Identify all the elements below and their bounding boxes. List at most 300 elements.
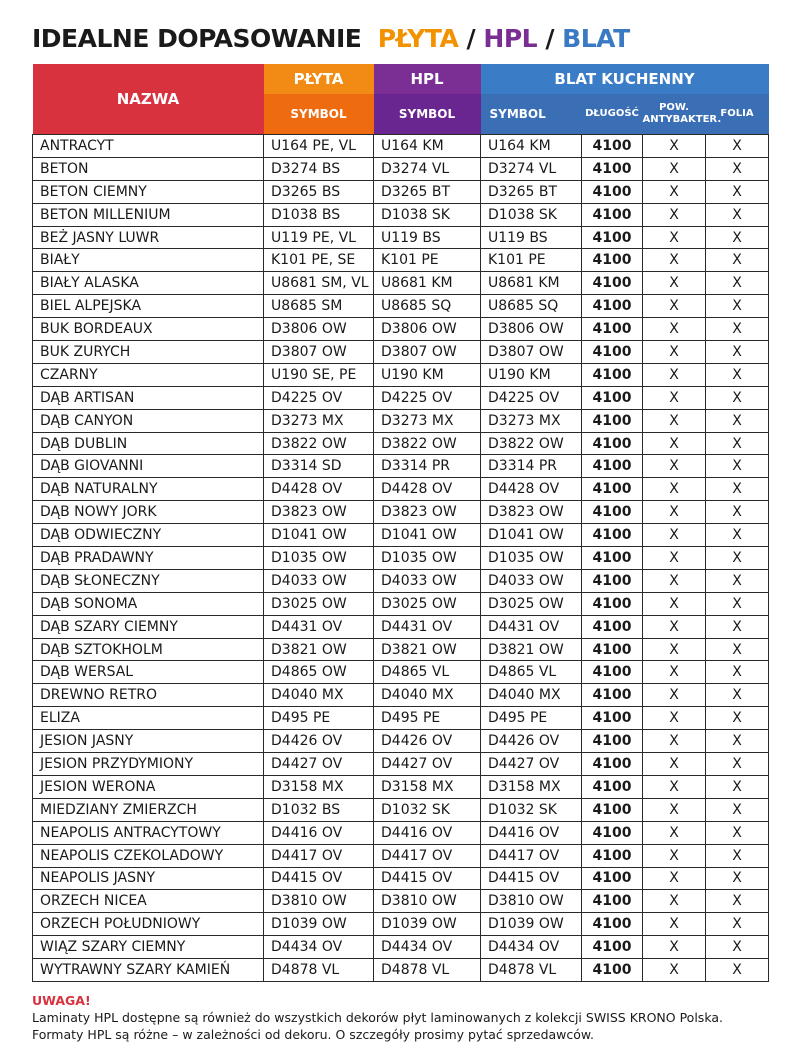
cell-hpl-symbol: D3821 OW [374, 638, 481, 661]
cell-blat-symbol: D3823 OW [481, 501, 582, 524]
cell-hpl-symbol: D4434 OV [374, 936, 481, 959]
table-row [33, 638, 769, 661]
cell-dlugosc: 4100 [582, 844, 643, 867]
table-row [33, 936, 769, 959]
header-plyta-symbol: SYMBOL [264, 94, 374, 135]
cell-hpl-symbol: D3314 PR [374, 455, 481, 478]
cell-pow-antybakter: X [643, 913, 706, 936]
cell-nazwa: DĄB PRADAWNY [33, 547, 264, 570]
cell-plyta-symbol: D3806 OW [264, 318, 374, 341]
header-dlugosc: DŁUGOŚĆ [582, 94, 643, 135]
cell-folia: X [706, 615, 769, 638]
cell-nazwa: DREWNO RETRO [33, 684, 264, 707]
cell-folia: X [706, 547, 769, 570]
title-plyta: PŁYTA [377, 24, 459, 53]
cell-dlugosc: 4100 [582, 524, 643, 547]
cell-dlugosc: 4100 [582, 569, 643, 592]
cell-folia: X [706, 798, 769, 821]
cell-dlugosc: 4100 [582, 936, 643, 959]
header-blat-symbol: SYMBOL [481, 94, 582, 135]
cell-blat-symbol: D4865 VL [481, 661, 582, 684]
cell-dlugosc: 4100 [582, 432, 643, 455]
cell-plyta-symbol: U119 PE, VL [264, 226, 374, 249]
cell-plyta-symbol: D3273 MX [264, 409, 374, 432]
table-row [33, 135, 769, 158]
cell-folia: X [706, 684, 769, 707]
header-nazwa: NAZWA [33, 64, 264, 135]
header-blat: BLAT KUCHENNY [481, 64, 769, 94]
cell-pow-antybakter: X [643, 936, 706, 959]
cell-blat-symbol: D3806 OW [481, 318, 582, 341]
cell-dlugosc: 4100 [582, 386, 643, 409]
cell-folia: X [706, 661, 769, 684]
cell-plyta-symbol: D1039 OW [264, 913, 374, 936]
cell-folia: X [706, 409, 769, 432]
cell-nazwa: DĄB SZTOKHOLM [33, 638, 264, 661]
cell-folia: X [706, 821, 769, 844]
cell-plyta-symbol: K101 PE, SE [264, 249, 374, 272]
cell-hpl-symbol: D4417 OV [374, 844, 481, 867]
cell-dlugosc: 4100 [582, 615, 643, 638]
cell-pow-antybakter: X [643, 157, 706, 180]
table-row [33, 386, 769, 409]
cell-pow-antybakter: X [643, 363, 706, 386]
cell-pow-antybakter: X [643, 203, 706, 226]
cell-pow-antybakter: X [643, 661, 706, 684]
table-row [33, 455, 769, 478]
cell-dlugosc: 4100 [582, 775, 643, 798]
cell-hpl-symbol: D3823 OW [374, 501, 481, 524]
cell-nazwa: NEAPOLIS CZEKOLADOWY [33, 844, 264, 867]
cell-blat-symbol: D1038 SK [481, 203, 582, 226]
cell-blat-symbol: D3822 OW [481, 432, 582, 455]
cell-folia: X [706, 867, 769, 890]
cell-plyta-symbol: D4225 OV [264, 386, 374, 409]
header-hpl-symbol: SYMBOL [374, 94, 481, 135]
note-warning: UWAGA! [32, 993, 91, 1008]
cell-nazwa: BETON CIEMNY [33, 180, 264, 203]
cell-nazwa: DĄB SZARY CIEMNY [33, 615, 264, 638]
cell-dlugosc: 4100 [582, 730, 643, 753]
cell-blat-symbol: D1032 SK [481, 798, 582, 821]
cell-folia: X [706, 592, 769, 615]
note-line: Formaty HPL są różne – w zależności od dekoru. O szczegóły prosimy pytać sprzedawców. [32, 1027, 594, 1042]
cell-plyta-symbol: D4417 OV [264, 844, 374, 867]
cell-hpl-symbol: D3265 BT [374, 180, 481, 203]
table-body [33, 135, 769, 982]
cell-nazwa: JESION WERONA [33, 775, 264, 798]
cell-pow-antybakter: X [643, 707, 706, 730]
cell-hpl-symbol: D3807 OW [374, 341, 481, 364]
cell-dlugosc: 4100 [582, 409, 643, 432]
cell-plyta-symbol: D4427 OV [264, 753, 374, 776]
cell-folia: X [706, 226, 769, 249]
cell-pow-antybakter: X [643, 592, 706, 615]
table-row [33, 432, 769, 455]
cell-hpl-symbol: D1041 OW [374, 524, 481, 547]
cell-plyta-symbol: U190 SE, PE [264, 363, 374, 386]
title-prefix: IDEALNE DOPASOWANIE [32, 24, 362, 53]
cell-folia: X [706, 295, 769, 318]
cell-nazwa: DĄB NATURALNY [33, 478, 264, 501]
title-separator: / [545, 24, 554, 53]
table-row [33, 524, 769, 547]
cell-hpl-symbol: D4033 OW [374, 569, 481, 592]
cell-hpl-symbol: U8685 SQ [374, 295, 481, 318]
cell-folia: X [706, 775, 769, 798]
cell-pow-antybakter: X [643, 501, 706, 524]
cell-pow-antybakter: X [643, 867, 706, 890]
cell-dlugosc: 4100 [582, 753, 643, 776]
cell-hpl-symbol: D3273 MX [374, 409, 481, 432]
table-row [33, 409, 769, 432]
cell-plyta-symbol: D4878 VL [264, 959, 374, 982]
cell-nazwa: ORZECH POŁUDNIOWY [33, 913, 264, 936]
table-row [33, 363, 769, 386]
cell-plyta-symbol: D3025 OW [264, 592, 374, 615]
cell-folia: X [706, 386, 769, 409]
cell-dlugosc: 4100 [582, 867, 643, 890]
cell-dlugosc: 4100 [582, 341, 643, 364]
cell-plyta-symbol: D3807 OW [264, 341, 374, 364]
cell-hpl-symbol: D1035 OW [374, 547, 481, 570]
header-pow: POW. [659, 102, 689, 113]
cell-pow-antybakter: X [643, 180, 706, 203]
cell-pow-antybakter: X [643, 547, 706, 570]
cell-plyta-symbol: D3810 OW [264, 890, 374, 913]
cell-blat-symbol: D3821 OW [481, 638, 582, 661]
cell-plyta-symbol: D4033 OW [264, 569, 374, 592]
cell-dlugosc: 4100 [582, 638, 643, 661]
cell-blat-symbol: D4415 OV [481, 867, 582, 890]
cell-nazwa: ELIZA [33, 707, 264, 730]
cell-pow-antybakter: X [643, 569, 706, 592]
cell-nazwa: BUK BORDEAUX [33, 318, 264, 341]
header-hpl: HPL [374, 64, 481, 94]
cell-pow-antybakter: X [643, 478, 706, 501]
title-blat: BLAT [562, 24, 630, 53]
cell-pow-antybakter: X [643, 821, 706, 844]
cell-nazwa: JESION JASNY [33, 730, 264, 753]
cell-folia: X [706, 180, 769, 203]
cell-dlugosc: 4100 [582, 959, 643, 982]
cell-plyta-symbol: D4431 OV [264, 615, 374, 638]
cell-folia: X [706, 203, 769, 226]
cell-dlugosc: 4100 [582, 890, 643, 913]
table-row [33, 890, 769, 913]
table-row [33, 913, 769, 936]
cell-folia: X [706, 157, 769, 180]
cell-hpl-symbol: D3810 OW [374, 890, 481, 913]
cell-nazwa: BIAŁY [33, 249, 264, 272]
cell-dlugosc: 4100 [582, 547, 643, 570]
cell-plyta-symbol: D3314 SD [264, 455, 374, 478]
cell-blat-symbol: D4033 OW [481, 569, 582, 592]
cell-pow-antybakter: X [643, 135, 706, 158]
cell-plyta-symbol: D4040 MX [264, 684, 374, 707]
cell-dlugosc: 4100 [582, 661, 643, 684]
cell-hpl-symbol: K101 PE [374, 249, 481, 272]
table-row [33, 249, 769, 272]
cell-pow-antybakter: X [643, 890, 706, 913]
cell-blat-symbol: D3158 MX [481, 775, 582, 798]
cell-hpl-symbol: D4427 OV [374, 753, 481, 776]
table-row [33, 753, 769, 776]
cell-hpl-symbol: D4225 OV [374, 386, 481, 409]
cell-nazwa: JESION PRZYDYMIONY [33, 753, 264, 776]
cell-blat-symbol: D4040 MX [481, 684, 582, 707]
cell-dlugosc: 4100 [582, 501, 643, 524]
cell-dlugosc: 4100 [582, 913, 643, 936]
cell-nazwa: NEAPOLIS JASNY [33, 867, 264, 890]
table-row [33, 684, 769, 707]
cell-hpl-symbol: D4865 VL [374, 661, 481, 684]
cell-plyta-symbol: D3823 OW [264, 501, 374, 524]
table-row [33, 180, 769, 203]
cell-hpl-symbol: D495 PE [374, 707, 481, 730]
cell-dlugosc: 4100 [582, 295, 643, 318]
table-row [33, 615, 769, 638]
cell-folia: X [706, 341, 769, 364]
cell-plyta-symbol: D3265 BS [264, 180, 374, 203]
cell-folia: X [706, 913, 769, 936]
table-row [33, 730, 769, 753]
table-row [33, 226, 769, 249]
page-title [32, 22, 630, 56]
cell-blat-symbol: U119 BS [481, 226, 582, 249]
cell-pow-antybakter: X [643, 249, 706, 272]
cell-folia: X [706, 432, 769, 455]
cell-plyta-symbol: U164 PE, VL [264, 135, 374, 158]
cell-pow-antybakter: X [643, 432, 706, 455]
cell-nazwa: DĄB CANYON [33, 409, 264, 432]
cell-hpl-symbol: D1038 SK [374, 203, 481, 226]
cell-folia: X [706, 455, 769, 478]
cell-plyta-symbol: D3274 BS [264, 157, 374, 180]
cell-dlugosc: 4100 [582, 203, 643, 226]
cell-blat-symbol: D495 PE [481, 707, 582, 730]
table-row [33, 318, 769, 341]
cell-dlugosc: 4100 [582, 318, 643, 341]
cell-pow-antybakter: X [643, 272, 706, 295]
cell-nazwa: CZARNY [33, 363, 264, 386]
cell-blat-symbol: U164 KM [481, 135, 582, 158]
cell-blat-symbol: D3274 VL [481, 157, 582, 180]
cell-blat-symbol: U8685 SQ [481, 295, 582, 318]
cell-nazwa: BUK ZURYCH [33, 341, 264, 364]
cell-folia: X [706, 272, 769, 295]
cell-hpl-symbol: D3158 MX [374, 775, 481, 798]
cell-nazwa: ANTRACYT [33, 135, 264, 158]
cell-pow-antybakter: X [643, 524, 706, 547]
cell-plyta-symbol: D1035 OW [264, 547, 374, 570]
cell-blat-symbol: D1039 OW [481, 913, 582, 936]
cell-blat-symbol: D3025 OW [481, 592, 582, 615]
cell-pow-antybakter: X [643, 455, 706, 478]
cell-plyta-symbol: D4434 OV [264, 936, 374, 959]
cell-nazwa: BIAŁY ALASKA [33, 272, 264, 295]
cell-blat-symbol: D4427 OV [481, 753, 582, 776]
cell-pow-antybakter: X [643, 959, 706, 982]
table-row [33, 775, 769, 798]
cell-plyta-symbol: D4428 OV [264, 478, 374, 501]
cell-folia: X [706, 135, 769, 158]
cell-hpl-symbol: D1032 SK [374, 798, 481, 821]
header-plyta: PŁYTA [264, 64, 374, 94]
cell-folia: X [706, 844, 769, 867]
cell-blat-symbol: D4431 OV [481, 615, 582, 638]
cell-hpl-symbol: U119 BS [374, 226, 481, 249]
table-row [33, 295, 769, 318]
cell-dlugosc: 4100 [582, 226, 643, 249]
cell-nazwa: BIEL ALPEJSKA [33, 295, 264, 318]
cell-hpl-symbol: D4040 MX [374, 684, 481, 707]
cell-folia: X [706, 569, 769, 592]
cell-hpl-symbol: U164 KM [374, 135, 481, 158]
header-antybakter: ANTYBAKTER. [642, 114, 722, 125]
cell-blat-symbol: D4878 VL [481, 959, 582, 982]
cell-plyta-symbol: D4426 OV [264, 730, 374, 753]
cell-nazwa: DĄB WERSAL [33, 661, 264, 684]
cell-hpl-symbol: D3806 OW [374, 318, 481, 341]
table-row [33, 569, 769, 592]
cell-hpl-symbol: D3274 VL [374, 157, 481, 180]
cell-blat-symbol: D4428 OV [481, 478, 582, 501]
cell-hpl-symbol: D3025 OW [374, 592, 481, 615]
cell-pow-antybakter: X [643, 386, 706, 409]
cell-nazwa: NEAPOLIS ANTRACYTOWY [33, 821, 264, 844]
cell-plyta-symbol: D1032 BS [264, 798, 374, 821]
cell-hpl-symbol: D4415 OV [374, 867, 481, 890]
cell-dlugosc: 4100 [582, 707, 643, 730]
cell-nazwa: DĄB NOWY JORK [33, 501, 264, 524]
table-row [33, 341, 769, 364]
cell-nazwa: BETON MILLENIUM [33, 203, 264, 226]
cell-folia: X [706, 249, 769, 272]
table-row [33, 157, 769, 180]
table-row [33, 501, 769, 524]
cell-nazwa: DĄB GIOVANNI [33, 455, 264, 478]
cell-pow-antybakter: X [643, 730, 706, 753]
cell-pow-antybakter: X [643, 341, 706, 364]
cell-dlugosc: 4100 [582, 684, 643, 707]
cell-nazwa: DĄB ARTISAN [33, 386, 264, 409]
cell-folia: X [706, 363, 769, 386]
decor-table [32, 64, 769, 982]
cell-blat-symbol: D1035 OW [481, 547, 582, 570]
cell-pow-antybakter: X [643, 409, 706, 432]
cell-blat-symbol: U8681 KM [481, 272, 582, 295]
cell-hpl-symbol: D4878 VL [374, 959, 481, 982]
cell-pow-antybakter: X [643, 226, 706, 249]
cell-plyta-symbol: U8685 SM [264, 295, 374, 318]
header-folia: FOLIA [706, 94, 769, 135]
cell-blat-symbol: U190 KM [481, 363, 582, 386]
cell-pow-antybakter: X [643, 318, 706, 341]
cell-blat-symbol: D4416 OV [481, 821, 582, 844]
cell-folia: X [706, 707, 769, 730]
cell-pow-antybakter: X [643, 615, 706, 638]
table-row [33, 821, 769, 844]
cell-hpl-symbol: U8681 KM [374, 272, 481, 295]
cell-hpl-symbol: D3822 OW [374, 432, 481, 455]
cell-folia: X [706, 318, 769, 341]
cell-blat-symbol: D4417 OV [481, 844, 582, 867]
cell-blat-symbol: D3810 OW [481, 890, 582, 913]
cell-plyta-symbol: D1041 OW [264, 524, 374, 547]
cell-hpl-symbol: U190 KM [374, 363, 481, 386]
title-hpl: HPL [483, 24, 538, 53]
cell-blat-symbol: D3265 BT [481, 180, 582, 203]
table-row [33, 867, 769, 890]
cell-folia: X [706, 959, 769, 982]
cell-nazwa: BEŻ JASNY LUWR [33, 226, 264, 249]
cell-dlugosc: 4100 [582, 821, 643, 844]
cell-dlugosc: 4100 [582, 135, 643, 158]
cell-folia: X [706, 936, 769, 959]
cell-pow-antybakter: X [643, 295, 706, 318]
cell-folia: X [706, 753, 769, 776]
note [32, 992, 782, 1043]
cell-plyta-symbol: D3158 MX [264, 775, 374, 798]
cell-plyta-symbol: D495 PE [264, 707, 374, 730]
table-row [33, 798, 769, 821]
table-row [33, 272, 769, 295]
cell-blat-symbol: D4434 OV [481, 936, 582, 959]
cell-blat-symbol: K101 PE [481, 249, 582, 272]
cell-folia: X [706, 890, 769, 913]
cell-blat-symbol: D4225 OV [481, 386, 582, 409]
cell-nazwa: MIEDZIANY ZMIERZCH [33, 798, 264, 821]
cell-plyta-symbol: D4415 OV [264, 867, 374, 890]
cell-folia: X [706, 501, 769, 524]
cell-hpl-symbol: D4426 OV [374, 730, 481, 753]
table-row [33, 959, 769, 982]
table-row [33, 661, 769, 684]
cell-nazwa: DĄB ODWIECZNY [33, 524, 264, 547]
cell-nazwa: DĄB SŁONECZNY [33, 569, 264, 592]
cell-dlugosc: 4100 [582, 363, 643, 386]
cell-dlugosc: 4100 [582, 455, 643, 478]
table-row [33, 707, 769, 730]
cell-folia: X [706, 524, 769, 547]
cell-plyta-symbol: D1038 BS [264, 203, 374, 226]
cell-pow-antybakter: X [643, 753, 706, 776]
cell-pow-antybakter: X [643, 775, 706, 798]
table-row [33, 547, 769, 570]
cell-blat-symbol: D3273 MX [481, 409, 582, 432]
cell-dlugosc: 4100 [582, 180, 643, 203]
cell-nazwa: WIĄZ SZARY CIEMNY [33, 936, 264, 959]
cell-nazwa: DĄB SONOMA [33, 592, 264, 615]
note-line: Laminaty HPL dostępne są również do wszystkich dekorów płyt laminowanych z kolekcji SWISS KRONO Polska. [32, 1010, 723, 1025]
cell-dlugosc: 4100 [582, 249, 643, 272]
cell-folia: X [706, 638, 769, 661]
cell-blat-symbol: D3807 OW [481, 341, 582, 364]
cell-pow-antybakter: X [643, 798, 706, 821]
cell-folia: X [706, 478, 769, 501]
cell-folia: X [706, 730, 769, 753]
table-row [33, 844, 769, 867]
cell-dlugosc: 4100 [582, 272, 643, 295]
cell-dlugosc: 4100 [582, 157, 643, 180]
cell-nazwa: WYTRAWNY SZARY KAMIEŃ [33, 959, 264, 982]
cell-plyta-symbol: D3822 OW [264, 432, 374, 455]
cell-blat-symbol: D4426 OV [481, 730, 582, 753]
cell-plyta-symbol: U8681 SM, VL [264, 272, 374, 295]
cell-nazwa: ORZECH NICEA [33, 890, 264, 913]
cell-dlugosc: 4100 [582, 798, 643, 821]
